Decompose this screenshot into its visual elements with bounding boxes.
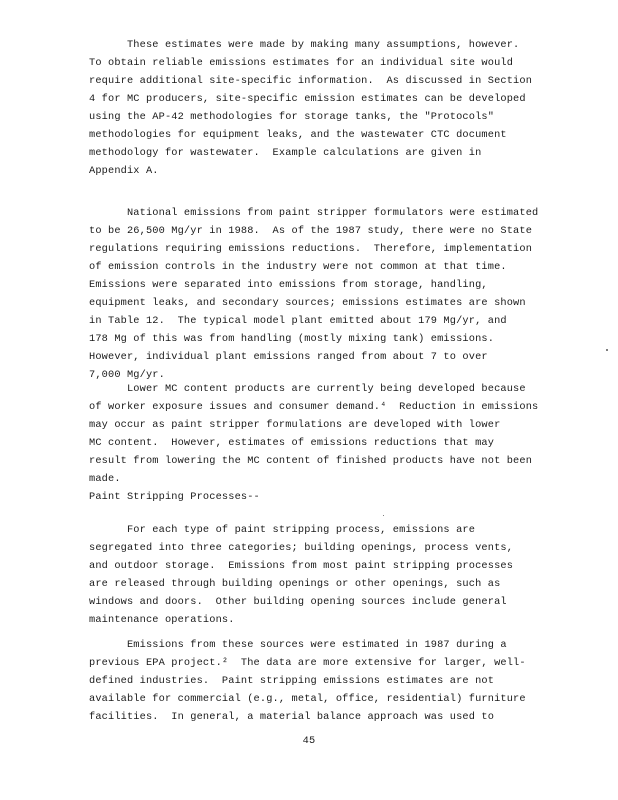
paragraph-paint-stripping-categories [89, 521, 569, 629]
text-line: For each type of paint stripping process, emissions are [89, 524, 476, 536]
paragraph-lower-mc-content [89, 380, 569, 488]
scan-speck [606, 349, 608, 351]
text-line: require additional site-specific information. As discussed in Section [89, 75, 533, 87]
text-line: 4 for MC producers, site-specific emission estimates can be developed [89, 93, 526, 105]
text-line: These estimates were made by making many assumptions, however. [89, 39, 520, 51]
text-line: Appendix A. [89, 165, 159, 177]
text-line: are released through building openings or other openings, such as [89, 578, 501, 590]
text-line: windows and doors. Other building opening sources include general [89, 596, 507, 608]
text-line: Emissions were separated into emissions from storage, handling, [89, 279, 488, 291]
paragraph-estimates-assumptions [89, 36, 569, 180]
text-line: previous EPA project.² The data are more extensive for larger, well- [89, 657, 526, 669]
text-line: facilities. In general, a material balance approach was used to [89, 711, 495, 723]
text-line: Emissions from these sources were estimated in 1987 during a [89, 639, 507, 651]
paragraph-national-emissions [89, 204, 569, 384]
page-number: 45 [302, 735, 316, 747]
section-heading: Paint Stripping Processes-- [89, 491, 260, 503]
text-line: and outdoor storage. Emissions from most paint stripping processes [89, 560, 514, 572]
text-line: to be 26,500 Mg/yr in 1988. As of the 1987 study, there were no State [89, 225, 533, 237]
text-line: 7,000 Mg/yr. [89, 369, 165, 381]
text-line: methodologies for equipment leaks, and the wastewater CTC document [89, 129, 507, 141]
text-line: using the AP-42 methodologies for storage tanks, the "Protocols" [89, 111, 495, 123]
text-line: To obtain reliable emissions estimates for an individual site would [89, 57, 514, 69]
text-line: However, individual plant emissions ranged from about 7 to over [89, 351, 488, 363]
paragraph-emissions-estimated-1987 [89, 636, 569, 726]
text-line: may occur as paint stripper formulations are developed with lower [89, 419, 501, 431]
text-line: equipment leaks, and secondary sources; emissions estimates are shown [89, 297, 526, 309]
text-line: available for commercial (e.g., metal, office, residential) furniture [89, 693, 526, 705]
scan-speck [383, 515, 384, 516]
text-line: of worker exposure issues and consumer demand.⁴ Reduction in emissions [89, 401, 539, 413]
text-line: in Table 12. The typical model plant emitted about 179 Mg/yr, and [89, 315, 507, 327]
text-line: segregated into three categories; building openings, process vents, [89, 542, 514, 554]
text-line: maintenance operations. [89, 614, 235, 626]
text-line: regulations requiring emissions reductions. Therefore, implementation [89, 243, 533, 255]
text-line: result from lowering the MC content of finished products have not been [89, 455, 533, 467]
text-line: methodology for wastewater. Example calculations are given in [89, 147, 482, 159]
text-line: 178 Mg of this was from handling (mostly mixing tank) emissions. [89, 333, 495, 345]
text-line: defined industries. Paint stripping emissions estimates are not [89, 675, 495, 687]
text-line: made. [89, 473, 121, 485]
text-line: of emission controls in the industry were not common at that time. [89, 261, 507, 273]
text-line: MC content. However, estimates of emissions reductions that may [89, 437, 495, 449]
text-line: National emissions from paint stripper formulators were estimated [89, 207, 539, 219]
text-line: Lower MC content products are currently being developed because [89, 383, 526, 395]
